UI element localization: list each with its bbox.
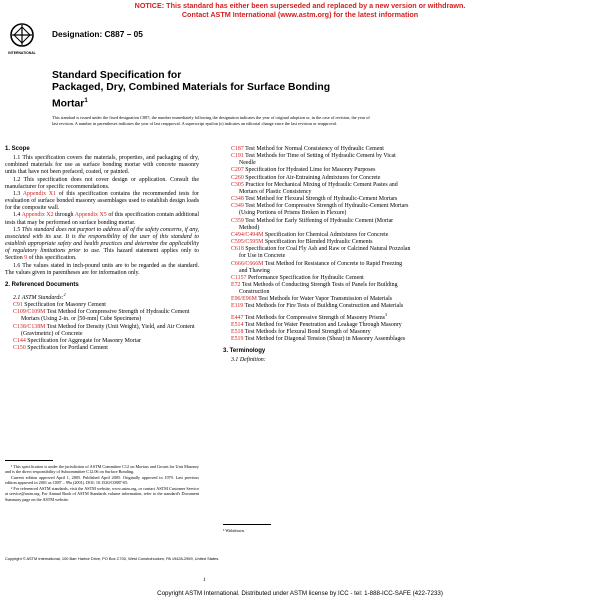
astm-standards-subheading: 2.1 ASTM Standards:$^2$: [13, 291, 66, 301]
footnote-2: ² For referenced ASTM standards, visit the ASTM website, www.astm.org, or contact ASTM Customer Service at service@astm.org. For Annual Book of ASTM Standards volume information, refer to the standard's Document Summary page on the ASTM website.: [5, 486, 199, 502]
reference-code-link[interactable]: E119: [231, 303, 244, 310]
issuance-note: This standard is issued under the fixed designation C887; the number immediately following the designation indicates the year of original adoption or, in the case of revision, the year of last revision. A number in parentheses indicates the year of last reapproval. A superscript epsilon (ε) indicates an editorial change since the last revision or reapproval.: [52, 115, 370, 126]
appendix-x1-link[interactable]: Appendix X1: [22, 190, 56, 197]
reference-code-link[interactable]: C260: [231, 174, 244, 181]
appendix-x2-link[interactable]: Appendix X2: [21, 212, 54, 219]
designation: Designation: C887 – 05: [52, 29, 143, 39]
referenced-documents-heading: 2. Referenced Documents: [5, 281, 79, 288]
reference-code-link[interactable]: C109/C109M: [13, 309, 46, 316]
reference-item: [231, 303, 411, 310]
reference-item: [231, 203, 411, 217]
notice-line-2: Contact ASTM International (www.astm.org) for the latest information: [181, 9, 419, 19]
scope-1-3: 1.3 Appendix X1 of this specification contains the recommended tests for evaluation of surface bonded masonry assemblages used to establish design loads for the composite wall.: [5, 190, 200, 212]
reference-code-link[interactable]: C138/C138M: [13, 323, 46, 330]
reference-title: Specification for Chemical Admixtures for Concrete: [263, 231, 389, 238]
left-reference-list: [5, 302, 199, 352]
reference-title: Test Method for Compressive Strength of Hydraulic-Cement Mortars (Using Portions of Prisms Broken in Flexure): [239, 203, 409, 217]
reference-item: [231, 232, 411, 239]
appendix-x5-link[interactable]: Appendix X5: [74, 212, 107, 219]
reference-title: Test Method for Resistance of Concrete to Rapid Freezing and Thawing: [239, 260, 403, 274]
reference-item: [13, 338, 199, 345]
page-number: 1: [203, 577, 206, 583]
scope-1-5: 1.5 This standard does not purport to address all of the safety concerns, if any, associated with its use. It is the responsibility of the user of this standard to establish appropriate safety and health practices and determine the applicability of regulatory limitations prior to use. This hazard statement applies only to Section 9 of this specification.: [5, 226, 199, 262]
reference-item: [231, 218, 411, 232]
reference-code-link[interactable]: C91: [13, 302, 23, 309]
section-9-link[interactable]: 9: [24, 255, 28, 262]
reference-title: Test Methods of Conducting Strength Tests of Panels for Building Construction: [239, 281, 398, 296]
reference-code-link[interactable]: C144: [13, 337, 26, 344]
reference-item: [231, 167, 411, 174]
title-line-3: Mortar$^1$: [52, 97, 88, 110]
logo-text: INTERNATIONAL: [8, 51, 36, 55]
footnote-1-edition: Current edition approved April 1, 2005. Published April 2005. Originally approved in 1979. Last previous edition approved in 2001 as C887 – 99a (2001). DOI: 10.1520/C0887-05.: [5, 475, 199, 486]
reference-item: [13, 345, 199, 352]
document-title: [52, 70, 372, 111]
reference-code-link[interactable]: C494/C494M: [231, 231, 264, 238]
reference-item: [231, 329, 411, 336]
footnotes-left: [5, 464, 199, 503]
reference-code-link[interactable]: E72: [231, 281, 241, 288]
reference-title: Test Method for Normal Consistency of Hydraulic Cement: [243, 146, 384, 152]
title-footnote-mark: 1: [84, 97, 88, 104]
reference-title: Specification for Masonry Cement: [22, 302, 106, 309]
footnote-rule-right: [223, 524, 271, 525]
reference-title: Test Methods for Flexural Bond Strength of Masonry: [243, 328, 371, 335]
reference-title: Specification for Portland Cement: [25, 345, 108, 352]
reference-code-link[interactable]: C305: [231, 181, 244, 188]
reference-item: [231, 261, 411, 275]
reference-title: Performance Specification for Hydraulic Cement: [246, 274, 364, 281]
reference-item: [231, 336, 411, 343]
reference-code-link[interactable]: C618: [231, 246, 244, 253]
footnote-1: ¹ This specification is under the jurisdiction of ASTM Committee C12 on Mortars and Grouts for Unit Masonry and is the direct responsibility of Subcommittee C12.06 on Surface Bonding.: [5, 464, 199, 475]
reference-item: [231, 246, 411, 260]
scope-1-4: 1.4 Appendix X2 through Appendix X5 of this specification contain additional tests that may be performed on surface bonding mortar.: [5, 212, 199, 226]
reference-code-link[interactable]: C191: [231, 153, 244, 160]
reference-code-link[interactable]: E514: [231, 321, 244, 328]
reference-code-link[interactable]: E447: [231, 314, 244, 321]
reference-item: [231, 275, 411, 282]
reference-title: Specification for Aggregate for Masonry Mortar: [25, 337, 141, 344]
footnote-rule-left: [5, 460, 53, 461]
scope-1-6: 1.6 The values stated in inch-pound units are to be regarded as the standard. The values given in parentheses are for information only.: [5, 262, 199, 276]
reference-title: Test Method for Density (Unit Weight), Yield, and Air Content (Gravimetric) of Concrete: [21, 323, 195, 337]
reference-code-link[interactable]: C187: [231, 146, 244, 152]
reference-title: Test Methods for Compressive Strength of Masonry Prisms: [243, 314, 385, 321]
reference-title: Test Methods for Time of Setting of Hydraulic Cement by Vicat Needle: [239, 153, 396, 167]
footnote-3: ³ Withdrawn.: [223, 528, 245, 533]
definition-subheading: 3.1 Definition:: [231, 357, 266, 364]
left-column: [5, 146, 199, 352]
reference-title: Specification for Air-Entraining Admixtures for Concrete: [243, 174, 381, 181]
reference-code-link[interactable]: C349: [231, 203, 244, 210]
copyright-line: Copyright © ASTM International, 100 Barr Harbor Drive, PO Box C700, West Conshohocken, PA 19428-2959, United States.: [5, 556, 220, 561]
reference-code-link[interactable]: C207: [231, 167, 244, 174]
reference-title: Test Method for Flexural Strength of Hydraulic-Cement Mortars: [243, 196, 398, 203]
title-line-2: Packaged, Dry, Combined Materials for Surface Bonding: [52, 82, 331, 94]
reference-item: [231, 153, 411, 167]
scope-1-1: 1.1 This specification covers the materials, properties, and packaging of dry, combined materials for use as surface bonding mortar with concrete masonry units that have not been prefaced, coated, or painted.: [5, 155, 199, 176]
reference-title: Specification for Coal Fly Ash and Raw or Calcined Natural Pozzolan for Use in Concrete: [239, 246, 411, 260]
reference-title: Test Method for Diagonal Tension (Shear) in Masonry Assemblages: [243, 336, 406, 343]
license-footer: Copyright ASTM International. Distributed under ASTM license by ICC - tel: 1-888-ICC-SAFE (422-7233): [157, 590, 443, 597]
reference-item: [231, 282, 411, 296]
reference-code-link[interactable]: E96/E96M: [231, 296, 257, 303]
reference-item: [13, 324, 199, 338]
withdrawn-notice: [0, 2, 600, 19]
reference-code-link[interactable]: E518: [231, 328, 244, 335]
reference-title: Test Methods for Fire Tests of Building Construction and Materials: [243, 303, 404, 310]
reference-code-link[interactable]: C348: [231, 196, 244, 203]
reference-title: Test Method for Water Penetration and Leakage Through Masonry: [243, 321, 402, 328]
reference-code-link[interactable]: C595/C595M: [231, 239, 264, 246]
reference-code-link[interactable]: C666/C666M: [231, 260, 264, 267]
reference-item: [231, 182, 411, 196]
reference-code-link[interactable]: C1157: [231, 274, 247, 281]
scope-1-2: 1.2 This specification does not cover design or application. Consult the manufacturer for specific recommendations.: [5, 176, 199, 190]
reference-title: Specification for Blended Hydraulic Cements: [263, 239, 373, 246]
reference-code-link[interactable]: E519: [231, 336, 244, 343]
reference-item: [231, 322, 411, 329]
reference-item: [13, 309, 199, 323]
astm-logo-icon: [8, 22, 36, 56]
reference-title: Specification for Hydrated Lime for Masonry Purposes: [243, 167, 376, 174]
scope-heading: 1. Scope: [5, 146, 30, 152]
reference-footnote-mark: 3: [384, 311, 387, 317]
reference-code-link[interactable]: C150: [13, 345, 26, 352]
right-column: [223, 146, 411, 365]
terminology-heading: 3. Terminology: [223, 348, 266, 355]
right-reference-list: [223, 146, 411, 343]
reference-item: [231, 175, 411, 182]
reference-title: Test Methods for Water Vapor Transmission of Materials: [256, 296, 393, 303]
reference-title: Practice for Mechanical Mixing of Hydraulic Cement Pastes and Mortars of Plastic Consistency: [239, 181, 398, 195]
reference-title: Test Method for Early Stiffening of Hydraulic Cement (Mortar Method): [239, 217, 394, 231]
reference-code-link[interactable]: C359: [231, 217, 244, 224]
reference-item: [231, 311, 411, 322]
notice-line-1: NOTICE: This standard has either been superseded and replaced by a new version or withdrawn.: [134, 1, 466, 10]
title-line-1: Standard Specification for: [52, 70, 182, 81]
reference-title: Test Method for Compressive Strength of Hydraulic Cement Mortars (Using 2-in. or [50-mm] Cube Specimens): [21, 309, 190, 323]
